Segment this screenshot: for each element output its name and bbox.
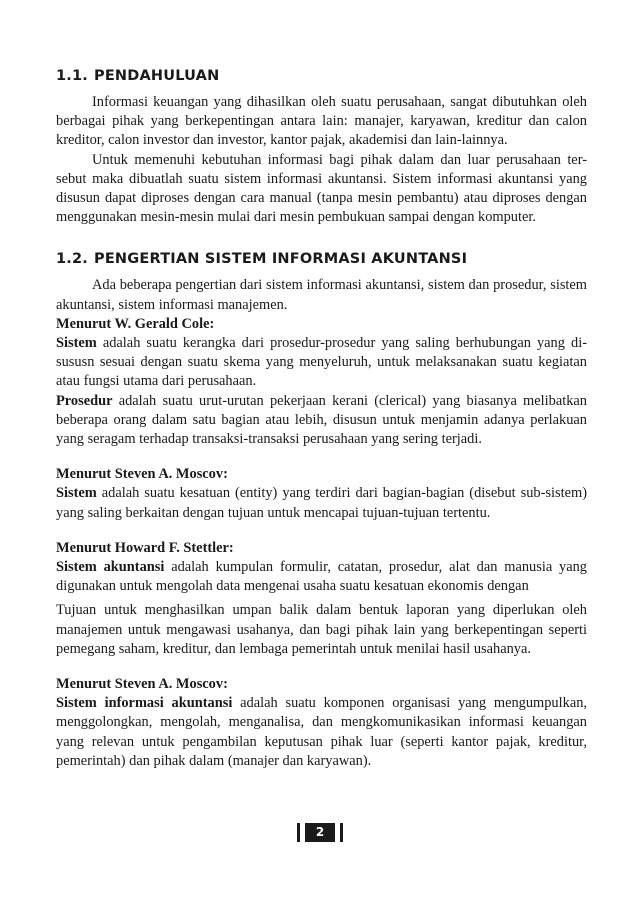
section-title: PENGERTIAN SISTEM INFORMASI AKUNTANSI: [94, 251, 468, 268]
page-number-right-bar: [340, 823, 343, 842]
section-heading-1-2: [56, 251, 587, 267]
paragraph: Untuk memenuhi kebutuhan informasi bagi pihak dalam dan luar perusahaan ter-sebut maka dibuatlah suatu sistem informasi akuntansi. Sistem informasi akuntansi yang disusun dapat diproses dengan cara manual (tanpa mesin pembantu) atau diproses dengan menggunakan mesin-mesin mulai dari mesin pembukuan sampai dengan komputer.: [56, 151, 587, 226]
term: Prosedur: [56, 392, 113, 409]
section-heading-1-1: [56, 68, 587, 84]
subheading-cole: Menurut W. Gerald Cole:: [56, 315, 215, 332]
term: Sistem informasi akuntansi: [56, 695, 233, 712]
definition-text: adalah suatu kesatuan (entity) yang terdiri dari bagian-bagian (disebut sub-sistem) yang saling berkaitan dengan tujuan untuk mencapai tujuan-tujuan tertentu.: [56, 485, 587, 521]
section-number: 1.1.: [56, 68, 88, 84]
definition-sistem-informasi-akuntansi: [56, 694, 587, 771]
definition-text: adalah kumpulan formulir, catatan, prosedur, alat dan manusia yang digunakan untuk mengolah data mengenai usaha suatu kesatuan ekonomis dengan: [56, 559, 588, 595]
term: Sistem: [56, 485, 97, 502]
page-number-left-bar: [297, 823, 300, 842]
section-title: PENDAHULUAN: [94, 68, 220, 84]
page-content: [56, 68, 587, 771]
page-number-label: 2: [305, 823, 335, 842]
paragraph: Tujuan untuk menghasilkan umpan balik dalam bentuk laporan yang diperlukan oleh manajemen untuk mengawasi usahanya, dan bagi pihak lain yang berkepentingan seperti pemegang saham, kreditur, dan lembaga pemerintah untuk menilai hasil usahanya.: [56, 602, 587, 657]
page-number: [297, 823, 343, 842]
definition-text: adalah suatu urut-urutan pekerjaan kerani (clerical) yang biasanya melibatkan beberapa orang dalam satu bagian atau lebih, disusun untuk menjamin adanya perlakuan yang seragam terhadap transaksi-transaksi perusahaan yang sering terjadi.: [56, 392, 587, 448]
term: Sistem: [56, 335, 97, 352]
paragraph: Informasi keuangan yang dihasilkan oleh suatu perusahaan, sangat dibutuhkan oleh berbagai pihak yang berkepentingan antara lain: manajer, karyawan, kreditur dan calon kreditor, calon investor dan investor, kantor pajak, akademisi dan lain-lainnya.: [56, 94, 587, 149]
subheading-moscov: Menurut Steven A. Moscov:: [56, 676, 228, 693]
definition-text: adalah suatu komponen organisasi yang mengumpulkan, menggolongkan, mengolah, menganalisa, dan mengkomunikasikan informasi keuangan yang relevan untuk pengambilan keputusan pihak luar (seperti kantor pajak, kreditur, pemerintah) dan pihak dalam (manajer dan karyawan).: [56, 695, 587, 769]
definition-sistem-akuntansi: [56, 558, 587, 596]
paragraph: Ada beberapa pengertian dari sistem informasi akuntansi, sistem dan prosedur, sistem akuntansi, sistem informasi manajemen.: [56, 277, 587, 313]
definition-prosedur: [56, 392, 587, 450]
section-number: 1.2.: [56, 251, 88, 268]
definition-sistem: [56, 334, 587, 392]
definition-sistem: [56, 484, 587, 522]
subheading-stettler: Menurut Howard F. Stettler:: [56, 539, 234, 556]
subheading-moscov: Menurut Steven A. Moscov:: [56, 466, 228, 483]
definition-text: adalah suatu kerangka dari prosedur-prosedur yang saling berhubungan yang di-sususn sesuai dengan suatu skema yang menyeluruh, untuk melaksanakan suatu kegiatan atau fungsi utama dari perusahaan.: [56, 335, 587, 390]
term: Sistem akuntansi: [56, 559, 165, 576]
